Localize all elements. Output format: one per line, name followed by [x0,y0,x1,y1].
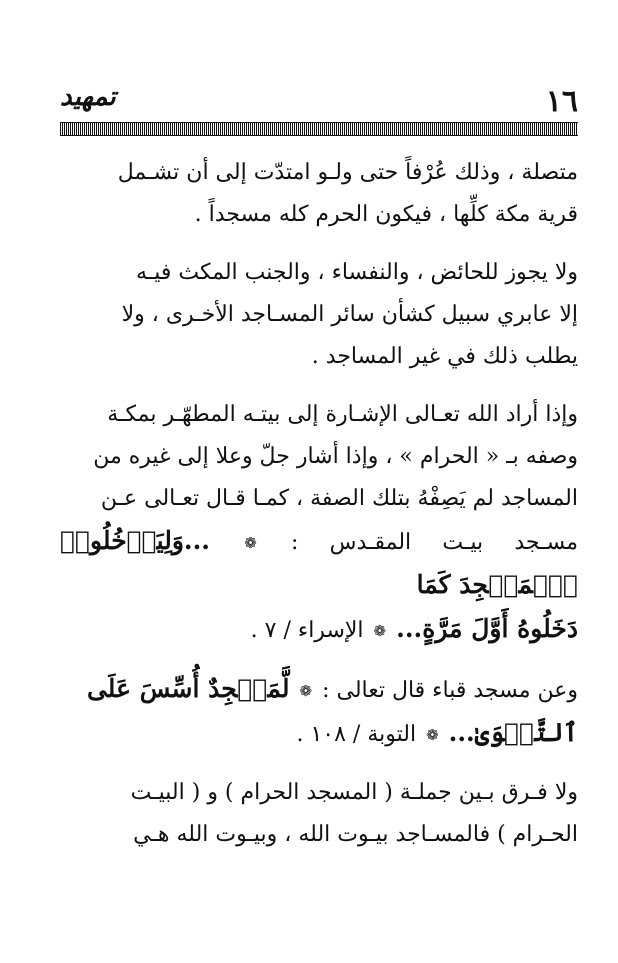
text-line: وصفه بـ « الحرام » ، وإذا أشار جلّ وعلا إلى غيره من [93,444,578,469]
text-line: وعن مسجد قباء قال تعالى : [322,678,578,703]
quran-quote: ٱلتَّقۡوَىٰ... [448,718,578,747]
paragraph-4 [60,668,578,756]
text-line: المساجد لم يَصِفْهُ بتلك الصفة ، كمـا قـال تعـالى عـن [100,486,578,511]
verse-reference: التوبة / ١٠٨ . [296,722,417,747]
verse-reference: الإسراء / ٧ . [250,618,364,643]
paragraph-1 [60,152,578,236]
page-number: ١٦ [545,84,578,119]
running-title: تمهيد [60,82,116,112]
text-line: إلا عابري سبيل كشأن سائر المسـاجد الأخـرى ، ولا [121,302,578,327]
text-line: ولا يجوز للحائض ، والنفساء ، والجنب المكث فيـه [135,260,578,285]
text-line: ولا فـرق بـين جملـة ( المسجد الحرام ) و ( البيـت [130,780,578,805]
paragraph-3 [60,394,578,652]
header-rule [60,122,578,136]
quote-close-ornament-icon: ❁ [426,726,439,744]
paragraph-5 [60,772,578,856]
page-header [60,80,578,128]
text-line: يطلب ذلك في غير المساجد . [311,344,578,369]
quote-close-ornament-icon: ❁ [373,622,387,640]
quote-open-ornament-icon: ❁ [244,534,257,552]
quran-quote: لَّمَسۡجِدٌ أُسِّسَ عَلَى [86,674,290,703]
quran-quote: ...وَلِيَدۡخُلُوا۟ ٱلۡمَسۡجِدَ كَمَا [60,526,578,599]
text-line: وإذا أراد الله تعـالى الإشـارة إلى بيتـه المطهّـر بمكـة [107,402,578,427]
text-line: قرية مكة كلِّها ، فيكون الحرم كله مسجداً . [194,202,578,227]
quote-open-ornament-icon: ❁ [299,682,313,700]
text-line: الحـرام ) فالمسـاجد بيـوت الله ، وبيـوت الله هـي [133,822,578,847]
text-line: متصلة ، وذلك عُرْفاً حتى ولـو امتدّت إلى أن تشـمل [117,160,578,185]
page-body [60,152,578,856]
paragraph-2 [60,252,578,378]
text-line: مسـجد بيـت المقـدس : [291,530,578,555]
quran-quote: دَخَلُوهُ أَوَّلَ مَرَّةٍ... [396,614,578,643]
